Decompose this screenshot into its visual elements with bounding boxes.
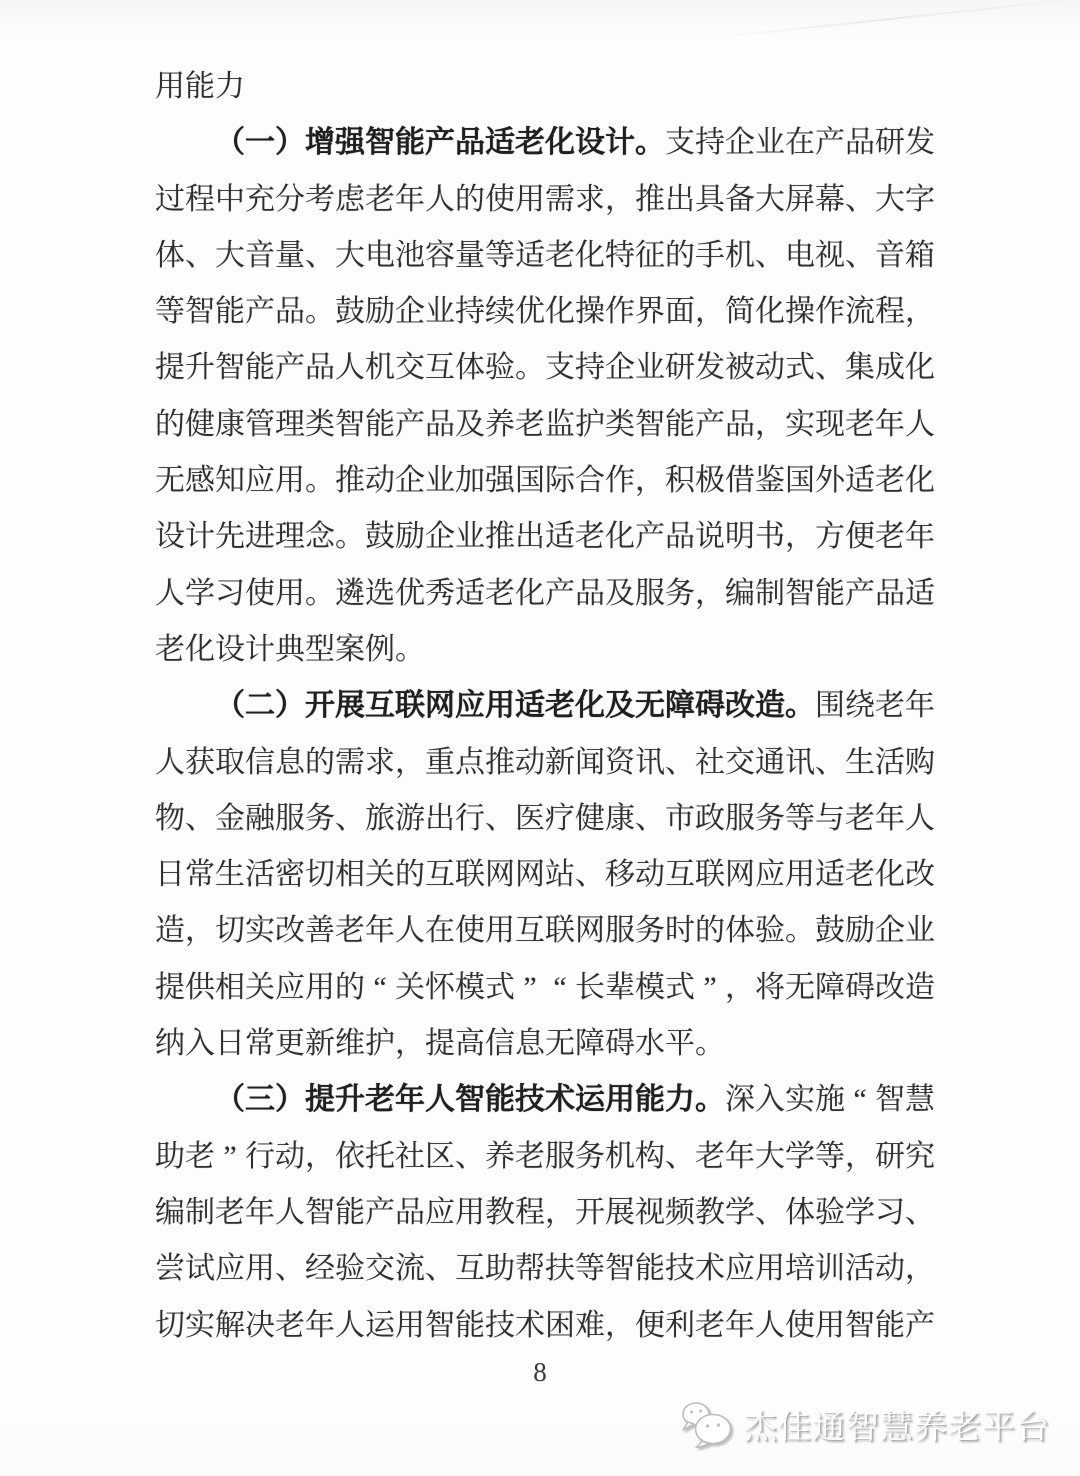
text-line: 提升智能产品人机交互体验。支持企业研发被动式、集成化 bbox=[155, 351, 935, 385]
text-line: 人获取信息的需求，重点推动新闻资讯、社交通讯、生活购 bbox=[155, 745, 935, 779]
scan-artifact-line bbox=[700, 0, 1078, 40]
text-line: 编制老年人智能产品应用教程，开展视频教学、体验学习、 bbox=[155, 1195, 935, 1229]
wechat-icon bbox=[680, 1400, 734, 1448]
text-line: 人学习使用。遴选优秀适老化产品及服务，编制智能产品适 bbox=[155, 576, 935, 610]
text-line: 的健康管理类智能产品及养老监护类智能产品，实现老年人 bbox=[155, 407, 935, 441]
text-line: （一）增强智能产品适老化设计。支持企业在产品研发 bbox=[215, 126, 935, 160]
document-body bbox=[155, 59, 935, 1354]
text-line: 无感知应用。推动企业加强国际合作，积极借鉴国外适老化 bbox=[155, 464, 935, 498]
text-line: 设计先进理念。鼓励企业推出适老化产品说明书，方便老年 bbox=[155, 520, 935, 554]
text-line: （三）提升老年人智能技术运用能力。深入实施 “ 智慧 bbox=[215, 1083, 935, 1117]
text-line: 助老 ” 行动，依托社区、养老服务机构、老年大学等，研究 bbox=[155, 1139, 935, 1173]
watermark-text: 杰佳通智慧养老平台 bbox=[744, 1407, 1050, 1445]
text-line: 物、金融服务、旅游出行、医疗健康、市政服务等与老年人 bbox=[155, 801, 935, 835]
text-line: 体、大音量、大电池容量等适老化特征的手机、电视、音箱 bbox=[155, 238, 935, 272]
text-line: 造，切实改善老年人在使用互联网服务时的体验。鼓励企业 bbox=[155, 914, 935, 948]
text-line: 等智能产品。鼓励企业持续优化操作界面，简化操作流程， bbox=[155, 295, 935, 329]
text-line: 提供相关应用的 “ 关怀模式 ” “ 长辈模式 ” ，将无障碍改造 bbox=[155, 970, 935, 1004]
text-line: 纳入日常更新维护，提高信息无障碍水平。 bbox=[155, 1027, 725, 1061]
text-line: 老化设计典型案例。 bbox=[155, 632, 425, 666]
page-number: 8 bbox=[533, 1357, 547, 1387]
text-line: 日常生活密切相关的互联网网站、移动互联网应用适老化改 bbox=[155, 858, 935, 892]
text-line: 用能力 bbox=[155, 70, 245, 103]
text-line: （二）开展互联网应用适老化及无障碍改造。围绕老年 bbox=[215, 689, 935, 723]
text-line: 过程中充分考虑老年人的使用需求，推出具备大屏幕、大字 bbox=[155, 182, 935, 216]
text-line: 切实解决老年人运用智能技术困难，便利老年人使用智能产 bbox=[155, 1308, 935, 1342]
watermark bbox=[680, 1398, 1050, 1450]
text-line: 尝试应用、经验交流、互助帮扶等智能技术应用培训活动， bbox=[155, 1252, 935, 1286]
